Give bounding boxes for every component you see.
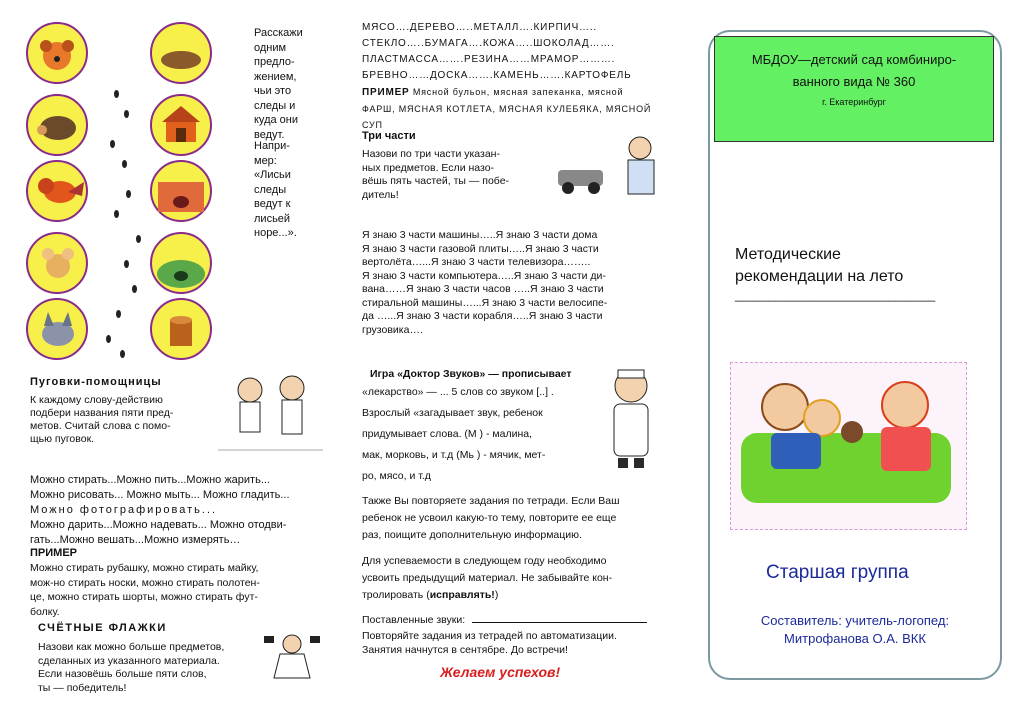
sounds-line — [472, 612, 647, 623]
boy-toycar-picture — [548, 130, 673, 210]
story-prompt: Расскажи одним предло- жением, чьи это следы и куда они ведут. — [254, 27, 303, 141]
story-example: Напри- мер: «Лисьи следы ведут к лисьей норе...». — [254, 140, 297, 239]
flags-title: СЧЁТНЫЕ ФЛАЖКИ — [38, 622, 167, 634]
hill-burrow-picture — [150, 232, 212, 294]
family-on-sofa-picture — [730, 362, 967, 530]
primer-label-left: ПРИМЕР — [30, 547, 77, 559]
buttons-title: Пуговки-помощницы — [30, 376, 162, 388]
school-name: МБДОУ—детский сад комбиниро- — [751, 52, 957, 67]
wolf-picture — [26, 298, 88, 360]
verbs-list: Можно стирать...Можно пить...Можно жарить... Можно рисовать... Можно мыть... Можно гладить... Можно фотографировать... Можно дарить...Можно надевать... Можно отодви- гать...Можно вешать...Можно измерять… — [30, 474, 290, 546]
notebook-advice: Также Вы повторяете задания по тетради. Если Ваш ребенок не усвоил какую-то тему, повторите ее еще раз, поищите дополнительную информацию. — [362, 495, 620, 541]
flags-text: Назови как можно больше предметов, сделанных из указанного материала. Если назовёшь больше пяти слов, ты — победитель! — [38, 641, 225, 694]
author-block: Составитель: учитель-логопед: Митрофанова О.А. ВКК — [760, 613, 950, 646]
materials-list: МЯСО….ДЕРЕВО…..МЕТАЛЛ….КИРПИЧ….. СТЕКЛО…..БУМАГА….КОЖА…..ШОКОЛАД……. ПЛАСТМАССА…….РЕЗИНА……МРАМОР………. БРЕВНО……ДОСКА…….КАМЕНЬ…….КАРТОФЕЛЬ ПРИМЕР Мясной бульон, мясная запеканка, мясной ФАРШ, МЯСНАЯ КОТЛЕТА, МЯСНАЯ КУЛЕБЯКА, МЯСНОЙ СУП — [362, 22, 652, 130]
kids-picture — [208, 370, 328, 460]
puppy-picture — [26, 22, 88, 84]
three-parts-lines: Я знаю 3 части машины…..Я знаю 3 части дома Я знаю 3 части газовой плиты…..Я знаю 3 части вертолёта…...Я знаю 3 части телевизора…….. Я знаю 3 части компьютера…..Я знаю 3 части ди- вана……Я знаю 3 части часов …..Я знаю 3 части стиральной машины…...Я знаю 3 части велосипе- да …...Я знаю 3 части корабля…..Я знаю 3 части грузовика…. — [362, 229, 608, 336]
mouse-picture — [26, 232, 88, 294]
repeat-advice: Повторяйте задания из тетрадей по автоматизации. Занятия начнутся в сентябре. До встречи! — [362, 630, 617, 656]
progress-advice: Для успеваемости в следующем году необходимо усвоить предыдущий материал. Не забывайте кон- тролировать (исправлять!) — [362, 555, 613, 601]
wish-text: Желаем успехов! — [440, 664, 561, 680]
buttons-text: К каждому слову-действию подбери названия пяти пред- метов. Считай слова с помо- щью пуговок. — [30, 394, 174, 445]
primer-text-left: Можно стирать рубашку, можно стирать майку, мож-но стирать носки, можно стирать полотен- це, можно стирать шорты, можно стирать фут- болку. — [30, 562, 260, 618]
city: г. Екатеринбург — [822, 97, 886, 107]
sounds-field: Поставленные звуки: — [362, 612, 662, 628]
animal-tracks — [96, 60, 156, 360]
burrow-picture — [150, 160, 212, 222]
hedgehog-picture — [26, 94, 88, 156]
doghouse-picture — [150, 94, 212, 156]
school-box: МБДОУ—детский сад комбиниро- ванного вида № 360 г. Екатеринбург — [714, 36, 994, 142]
bird-picture — [26, 160, 88, 222]
doctor-picture — [600, 362, 662, 472]
group-name: Старшая группа — [766, 562, 909, 583]
nest-picture — [150, 22, 212, 84]
stump-picture — [150, 298, 212, 360]
three-parts-title: Три части — [362, 130, 416, 142]
doctor-text: «лекарство» — ... 5 слов со звуком [..] . Взрослый «загадывает звук, ребенок придумывает слова. (М ) - малина, мак, морковь, и т.д (Мь ) - мячик, мет- ро, мясо, и т.д — [362, 386, 554, 482]
three-parts-text: Назови по три части указан- ных предметов. Если назо- вёшь пять частей, ты — побе- дитель! — [362, 148, 510, 201]
cover-heading: Методические рекомендации на лето ______________________________ — [735, 246, 936, 302]
flag-girl-picture — [262, 630, 322, 690]
doctor-title: Игра «Доктор Звуков» — прописывает — [370, 368, 572, 380]
